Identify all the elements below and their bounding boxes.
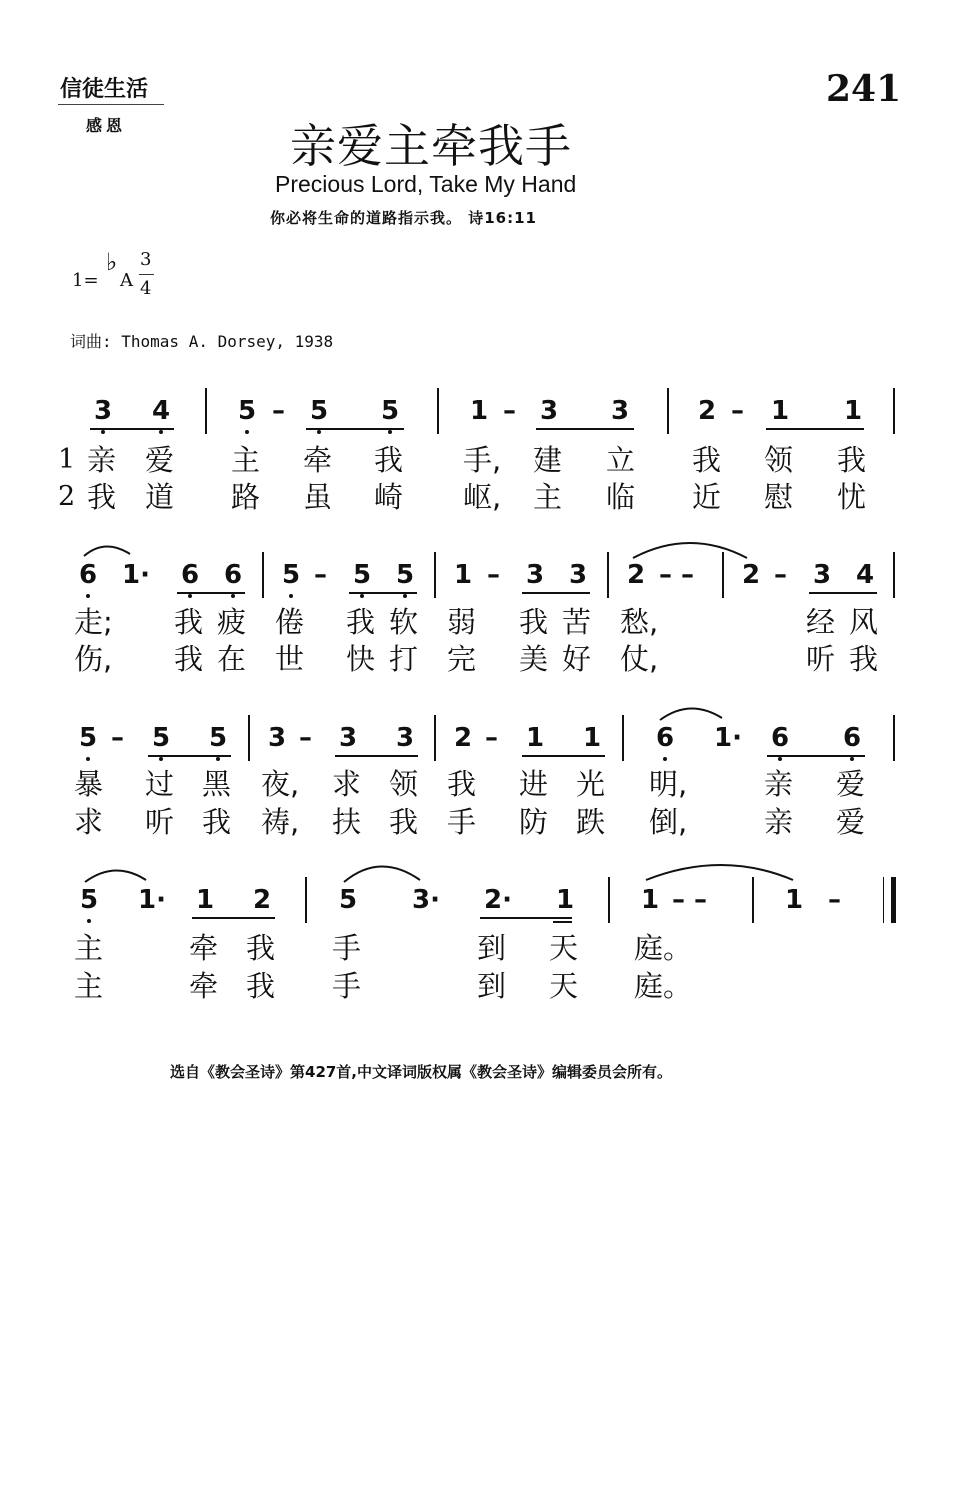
dash: – – [659, 560, 695, 590]
lyric: 近 [692, 480, 722, 514]
lyric: 扶 [332, 805, 362, 839]
hymn-number: 241 [826, 68, 902, 110]
lyric: 牵 [189, 969, 219, 1003]
lyric: 光 [576, 767, 606, 801]
lyric: 慰 [764, 480, 794, 514]
note: 2 [627, 560, 646, 590]
lyric: 爱 [836, 767, 866, 801]
lyric: 过 [145, 767, 175, 801]
note: 1 [785, 885, 804, 915]
note: 4 [152, 396, 171, 426]
lyric: 道 [145, 480, 175, 514]
note: 1 [454, 560, 473, 590]
note: 6 [181, 560, 200, 590]
lyric: 进 [519, 767, 549, 801]
dash: – [111, 723, 124, 753]
lyric: 打 [389, 642, 419, 676]
lyric: 愁, [620, 605, 659, 639]
lyric: 亲 [764, 767, 794, 801]
title-chinese: 亲爱主牵我手 [290, 119, 572, 173]
note: 1· [138, 885, 166, 915]
note: 1 [641, 885, 660, 915]
lyric: 岖, [463, 480, 502, 514]
lyric: 完 [447, 642, 477, 676]
note: 3 [396, 723, 415, 753]
tie [646, 865, 793, 880]
note: 3 [569, 560, 588, 590]
lyric: 天 [549, 969, 579, 1003]
lyric: 我 [202, 805, 232, 839]
bar-line [893, 552, 895, 598]
note: 5 [353, 560, 372, 590]
lyric: 我 [389, 805, 419, 839]
lyric: 我 [519, 605, 549, 639]
underline-beam [522, 592, 590, 594]
flat-sign: ♭ [106, 248, 118, 276]
underline-beam [335, 755, 418, 757]
dash: – – [672, 885, 708, 915]
bar-line [434, 715, 436, 761]
lyric: 经 [806, 605, 836, 639]
lyric: 忧 [837, 480, 867, 514]
verse-number: 2 [58, 481, 76, 512]
title-english: Precious Lord, Take My Hand [275, 171, 577, 197]
note: 5 [339, 885, 358, 915]
lyric: 手, [463, 443, 502, 477]
note: 6 [79, 560, 98, 590]
lyric: 夜, [261, 767, 300, 801]
note: 2· [484, 885, 512, 915]
lyric: 崎 [374, 480, 404, 514]
note: 1· [714, 723, 742, 753]
note: 3 [813, 560, 832, 590]
note: 2 [698, 396, 717, 426]
underline-beam [90, 428, 174, 430]
lyric: 听 [145, 805, 175, 839]
underline-beam [767, 755, 865, 757]
dash: – [272, 396, 285, 426]
note: 5 [381, 396, 400, 426]
lyric: 防 [519, 805, 549, 839]
lyric: 我 [346, 605, 376, 639]
bar-line [434, 552, 436, 598]
lyric: 明, [649, 767, 688, 801]
note: 2 [742, 560, 761, 590]
lyric: 我 [374, 443, 404, 477]
dash: – [314, 560, 327, 590]
note: 2 [253, 885, 272, 915]
note: 1 [470, 396, 489, 426]
underline-beam [148, 755, 231, 757]
lyric: 天 [549, 931, 579, 965]
bar-line [437, 388, 439, 434]
underline-beam [809, 592, 877, 594]
note: 3· [412, 885, 440, 915]
note: 3 [526, 560, 545, 590]
note: 4 [856, 560, 875, 590]
bar-line [893, 715, 895, 761]
underline-beam [349, 592, 417, 594]
underline-beam-second [553, 921, 572, 923]
slur [85, 870, 146, 882]
underline-beam [766, 428, 864, 430]
bar-line [305, 877, 307, 923]
bar-line [205, 388, 207, 434]
underline-beam [522, 755, 605, 757]
verse-number: 1 [58, 444, 76, 475]
lyric: 庭。 [634, 969, 693, 1003]
lyric: 手 [332, 969, 362, 1003]
bar-line [622, 715, 624, 761]
lyric: 我 [692, 443, 722, 477]
lyric: 领 [764, 443, 794, 477]
bar-line [722, 552, 724, 598]
note: 3 [268, 723, 287, 753]
lyric: 求 [74, 805, 104, 839]
lyric: 立 [606, 443, 636, 477]
dash: – [299, 723, 312, 753]
lyric: 我 [246, 931, 276, 965]
note: 3 [611, 396, 630, 426]
tie [633, 543, 747, 558]
lyric: 苦 [562, 605, 592, 639]
lyric: 暴 [74, 767, 104, 801]
dash: – [731, 396, 744, 426]
lyric: 我 [849, 642, 879, 676]
note: 6 [656, 723, 675, 753]
author-credit: 词曲: Thomas A. Dorsey, 1938 [70, 332, 334, 351]
lyric: 世 [275, 642, 305, 676]
lyric: 我 [246, 969, 276, 1003]
dash: – [774, 560, 787, 590]
dash: – [503, 396, 516, 426]
note: 6 [843, 723, 862, 753]
note: 3 [339, 723, 358, 753]
lyric: 我 [87, 480, 117, 514]
lyric: 牵 [303, 443, 333, 477]
note: 1 [526, 723, 545, 753]
lyric: 仗, [620, 642, 659, 676]
note: 3 [540, 396, 559, 426]
note: 6 [224, 560, 243, 590]
bar-line [248, 715, 250, 761]
lyric: 主 [74, 931, 104, 965]
slur [84, 546, 130, 556]
lyric: 风 [849, 605, 879, 639]
lyric: 听 [806, 642, 836, 676]
note: 5 [209, 723, 228, 753]
lyric: 亲 [764, 805, 794, 839]
lyric: 爱 [836, 805, 866, 839]
note: 1· [122, 560, 150, 590]
category-label: 感恩 [86, 116, 127, 135]
underline-beam [306, 428, 404, 430]
underline-beam [536, 428, 634, 430]
dash: – [487, 560, 500, 590]
scripture-verse: 你必将生命的道路指示我。 诗16:11 [270, 209, 537, 227]
lyric: 好 [562, 642, 592, 676]
bar-line [752, 877, 754, 923]
dash: – [485, 723, 498, 753]
lyric: 牵 [189, 931, 219, 965]
note: 6 [771, 723, 790, 753]
lyric: 手 [447, 805, 477, 839]
lyric: 到 [477, 969, 507, 1003]
note: 5 [310, 396, 329, 426]
note: 1 [196, 885, 215, 915]
note: 5 [282, 560, 301, 590]
lyric: 走; [74, 605, 113, 639]
time-signature-top: 3 [140, 249, 152, 270]
bar-line [667, 388, 669, 434]
note: 5 [80, 885, 99, 915]
lyric: 祷, [261, 805, 300, 839]
time-signature-bottom: 4 [140, 278, 152, 299]
bar-line [893, 388, 895, 434]
note: 5 [396, 560, 415, 590]
lyric: 虽 [303, 480, 333, 514]
lyric: 倦 [275, 605, 305, 639]
book-name: 信徒生活 [60, 76, 149, 102]
lyric: 在 [217, 642, 247, 676]
note: 1 [844, 396, 863, 426]
bar-line [608, 877, 610, 923]
lyric: 美 [519, 642, 549, 676]
note: 5 [79, 723, 98, 753]
note: 2 [454, 723, 473, 753]
lyric: 主 [533, 480, 563, 514]
key-prefix: 1= [72, 270, 99, 291]
lyric: 路 [231, 480, 261, 514]
lyric: 软 [389, 605, 419, 639]
lyric: 领 [389, 767, 419, 801]
book-name-underline [58, 104, 164, 105]
bar-line [262, 552, 264, 598]
lyric: 快 [346, 642, 376, 676]
slur [660, 708, 722, 720]
slur [344, 866, 420, 882]
note: 3 [94, 396, 113, 426]
bar-line [607, 552, 609, 598]
lyric: 倒, [649, 805, 688, 839]
lyric: 我 [447, 767, 477, 801]
note: 5 [152, 723, 171, 753]
lyric: 我 [837, 443, 867, 477]
time-signature-rule [139, 274, 154, 275]
lyric: 建 [533, 443, 563, 477]
underline-beam [192, 917, 275, 919]
lyric: 我 [174, 605, 204, 639]
lyric: 手 [332, 931, 362, 965]
lyric: 爱 [145, 443, 175, 477]
copyright-note: 选自《教会圣诗》第427首,中文译词版权属《教会圣诗》编辑委员会所有。 [170, 1063, 673, 1081]
underline-beam [177, 592, 245, 594]
lyric: 疲 [217, 605, 247, 639]
lyric: 庭。 [634, 931, 693, 965]
lyric: 伤, [74, 642, 113, 676]
underline-beam [480, 917, 572, 919]
lyric: 临 [606, 480, 636, 514]
lyric: 弱 [447, 605, 477, 639]
lyric: 主 [231, 443, 261, 477]
lyric: 到 [477, 931, 507, 965]
note: 1 [556, 885, 575, 915]
final-bar-thick [891, 877, 896, 923]
lyric: 黑 [202, 767, 232, 801]
lyric: 亲 [87, 443, 117, 477]
lyric: 求 [332, 767, 362, 801]
lyric: 我 [174, 642, 204, 676]
lyric: 主 [74, 969, 104, 1003]
lyric: 跌 [576, 805, 606, 839]
key-letter: A [120, 270, 133, 291]
note: 1 [771, 396, 790, 426]
note: 1 [583, 723, 602, 753]
dash: – [828, 885, 841, 915]
final-bar-thin [883, 877, 884, 923]
note: 5 [238, 396, 257, 426]
